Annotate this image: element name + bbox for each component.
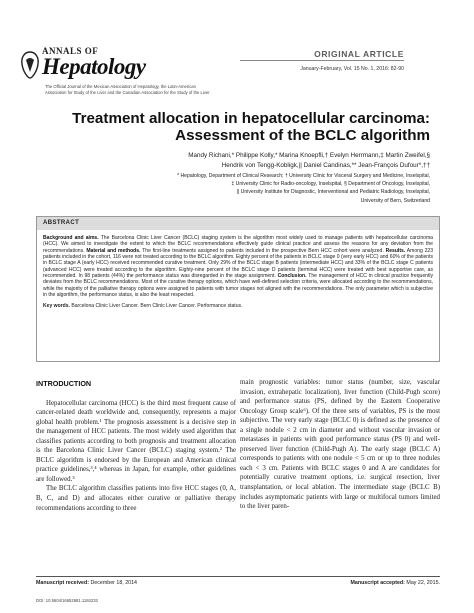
journal-logo <box>18 46 178 82</box>
keywords <box>37 298 439 309</box>
abstract-background-label: Background and aims. <box>43 235 99 241</box>
journal-logo-main: Hepatology <box>42 54 146 79</box>
abstract-box <box>36 216 440 362</box>
abstract-results-text: Among 223 patients included in the cohort, 116 were not treated according to the BCLC algorithm. Eighty percent of the patients in BCLC stage 0 (very early HCC) and 60% of the patients in BCLC stage A (early HCC) received recommended curative treatment. Only 29% of the BCLC stage B patients (intermediate HCC) and 33% of the BCLC stage C patients (advanced HCC) were treated according to the algorithm. Eighty-nine percent of the BCLC stage D patients (terminal HCC) were treated with best supportive care, as recommended. In 98 patients (44%) the performance status was disregarded in the stage assignment. <box>43 247 433 280</box>
affiliation-line: University of Bern, Switzerland <box>360 197 430 204</box>
affiliations <box>110 172 430 205</box>
accepted-date: May 22, 2015. <box>406 580 440 586</box>
abstract-conclusion-label: Conclusion. <box>277 273 307 280</box>
body-paragraph: The BCLC algorithm classifies patients into five HCC stages (0, A, B, C, and D) and allocates either curative or palliative therapy recommendations according to three <box>36 485 236 512</box>
keywords-text: Barcelona Clinic Liver Cancer. Bern Clinic Liver Cancer. Performance status. <box>69 303 243 310</box>
abstract-results-label: Results. <box>385 247 406 254</box>
abstract-conclusion-text: The management of HCC in clinical practice frequently deviates from the BCLC recommendations. Most of the curative therapy options, which have well-defined selection criteria, were allocated according to the recommendations, while the majority of the palliative therapy options were assigned to patients with tumor stages not aligned with the recommendations. The only parameter which is subjective in the algorithm, the performance status, is also the least respected. <box>43 273 433 299</box>
author-list <box>110 151 430 171</box>
authors-line-2: Hendrik von Tengg-Kobligk,|| Daniel Candinas,** Jean-François Dufour*,†† <box>221 162 430 169</box>
manuscript-received <box>36 580 137 586</box>
body-paragraph: main prognostic variables: tumor status (number, size, vascular invasion, extrahepatic localization), liver function (Child-Pugh score) and performance status (PS, defined by the Eastern Cooperative Oncology Group scale⁶). Of the three sets of variables, PS is the most subjective. The very early stage (BCLC 0) is defined as the presence of a single nodule < 2 cm in diameter and without vascular invasion or metastases in patients with good performance status (PS 0) and well-preserved liver function (Child-Pugh A). The early stage (BCLC A) corresponds to patients with one nodule < 5 cm or up to three nodules each < 3 cm. Patients with BCLC stages 0 and A are candidates for potentially curative treatment options, i.e. surgical resection, liver transplantation, or local ablation. The intermediate stage (BCLC B) includes asymptomatic patients with large or multifocal tumors limited to the liver paren- <box>240 379 440 511</box>
received-date: December 18, 2014 <box>90 580 138 586</box>
authors-line-1: Mandy Richani,* Philippe Kolly,* Marina Knoepfli,† Evelyn Herrmann,‡ Martin Zweifel,§ <box>188 152 430 159</box>
abstract-background-text: The Barcelona Clinic Liver Cancer (BCLC) staging system is the algorithm most widely used to manage patients with hepatocellular carcinoma (HCC). We aimed to investigate the extent to which the BCLC recommendations effectively guide clinical practice and assess the reasons for any deviation from the recommendations. <box>43 235 433 254</box>
journal-logo-small: ANNALS OF <box>42 46 99 56</box>
title-line-1: Treatment allocation in hepatocellular carcinoma: <box>72 110 430 127</box>
introduction-heading: INTRODUCTION <box>36 379 92 388</box>
abstract-text <box>37 230 439 298</box>
abstract-methods-text: The first-line treatments assigned to patients included in the prospective Bern HCC cohort were analyzed. <box>140 247 386 254</box>
footer-divider <box>36 576 440 577</box>
keywords-label: Key words. <box>43 303 70 310</box>
issue-info: January-February, Vol. 15 No. 1, 2016: 82-90 <box>300 66 404 72</box>
article-title <box>60 110 430 144</box>
accepted-label: Manuscript accepted: <box>350 580 405 586</box>
journal-logo-icon <box>18 50 42 80</box>
body-column-left <box>36 378 236 513</box>
affiliation-line: || University Institute for Diagnostic, Interventional and Pediatric Radiology, Inselspital, <box>236 189 430 196</box>
manuscript-accepted <box>350 580 440 586</box>
doi: DOI: 10.5604/16652681.1184233 <box>36 598 98 603</box>
body-column-right <box>240 378 440 512</box>
received-label: Manuscript received: <box>36 580 89 586</box>
article-type: ORIGINAL ARTICLE <box>314 49 404 59</box>
journal-description: The Official Journal of the Mexican Association of Hepatology, the Latin-American Association for Study of the Liver and the Canadian Association for the Study of the Liver <box>45 84 210 95</box>
header-divider <box>240 60 404 61</box>
affiliation-line: ‡ University Clinic for Radio-oncology, Inselspital, § Department of Oncology, Inselspital, <box>231 181 430 188</box>
title-line-2: Assessment of the BCLC algorithm <box>175 127 430 144</box>
affiliation-line: * Hepatology, Department of Clinical Research; † University Clinic for Visceral Surgery and Medicine, Inselspital, <box>177 173 430 179</box>
abstract-heading: ABSTRACT <box>37 217 439 230</box>
body-paragraph: Hepatocellular carcinoma (HCC) is the third most frequent cause of cancer-related death worldwide and, consequently, represents a major global health problem.¹ The prognosis assessment is a decisive step in the management of HCC patients. The most widely used algorithm that classifies patients according to both prognosis and treatment allocation is the Barcelona Clinic Liver Cancer (BCLC) staging system.² The BCLC algorithm is endorsed by the European and American clinical practice guidelines,³,⁴ whereas in Japan, for example, other guidelines are followed.⁵ <box>36 399 236 483</box>
abstract-methods-label: Material and methods. <box>86 247 141 254</box>
